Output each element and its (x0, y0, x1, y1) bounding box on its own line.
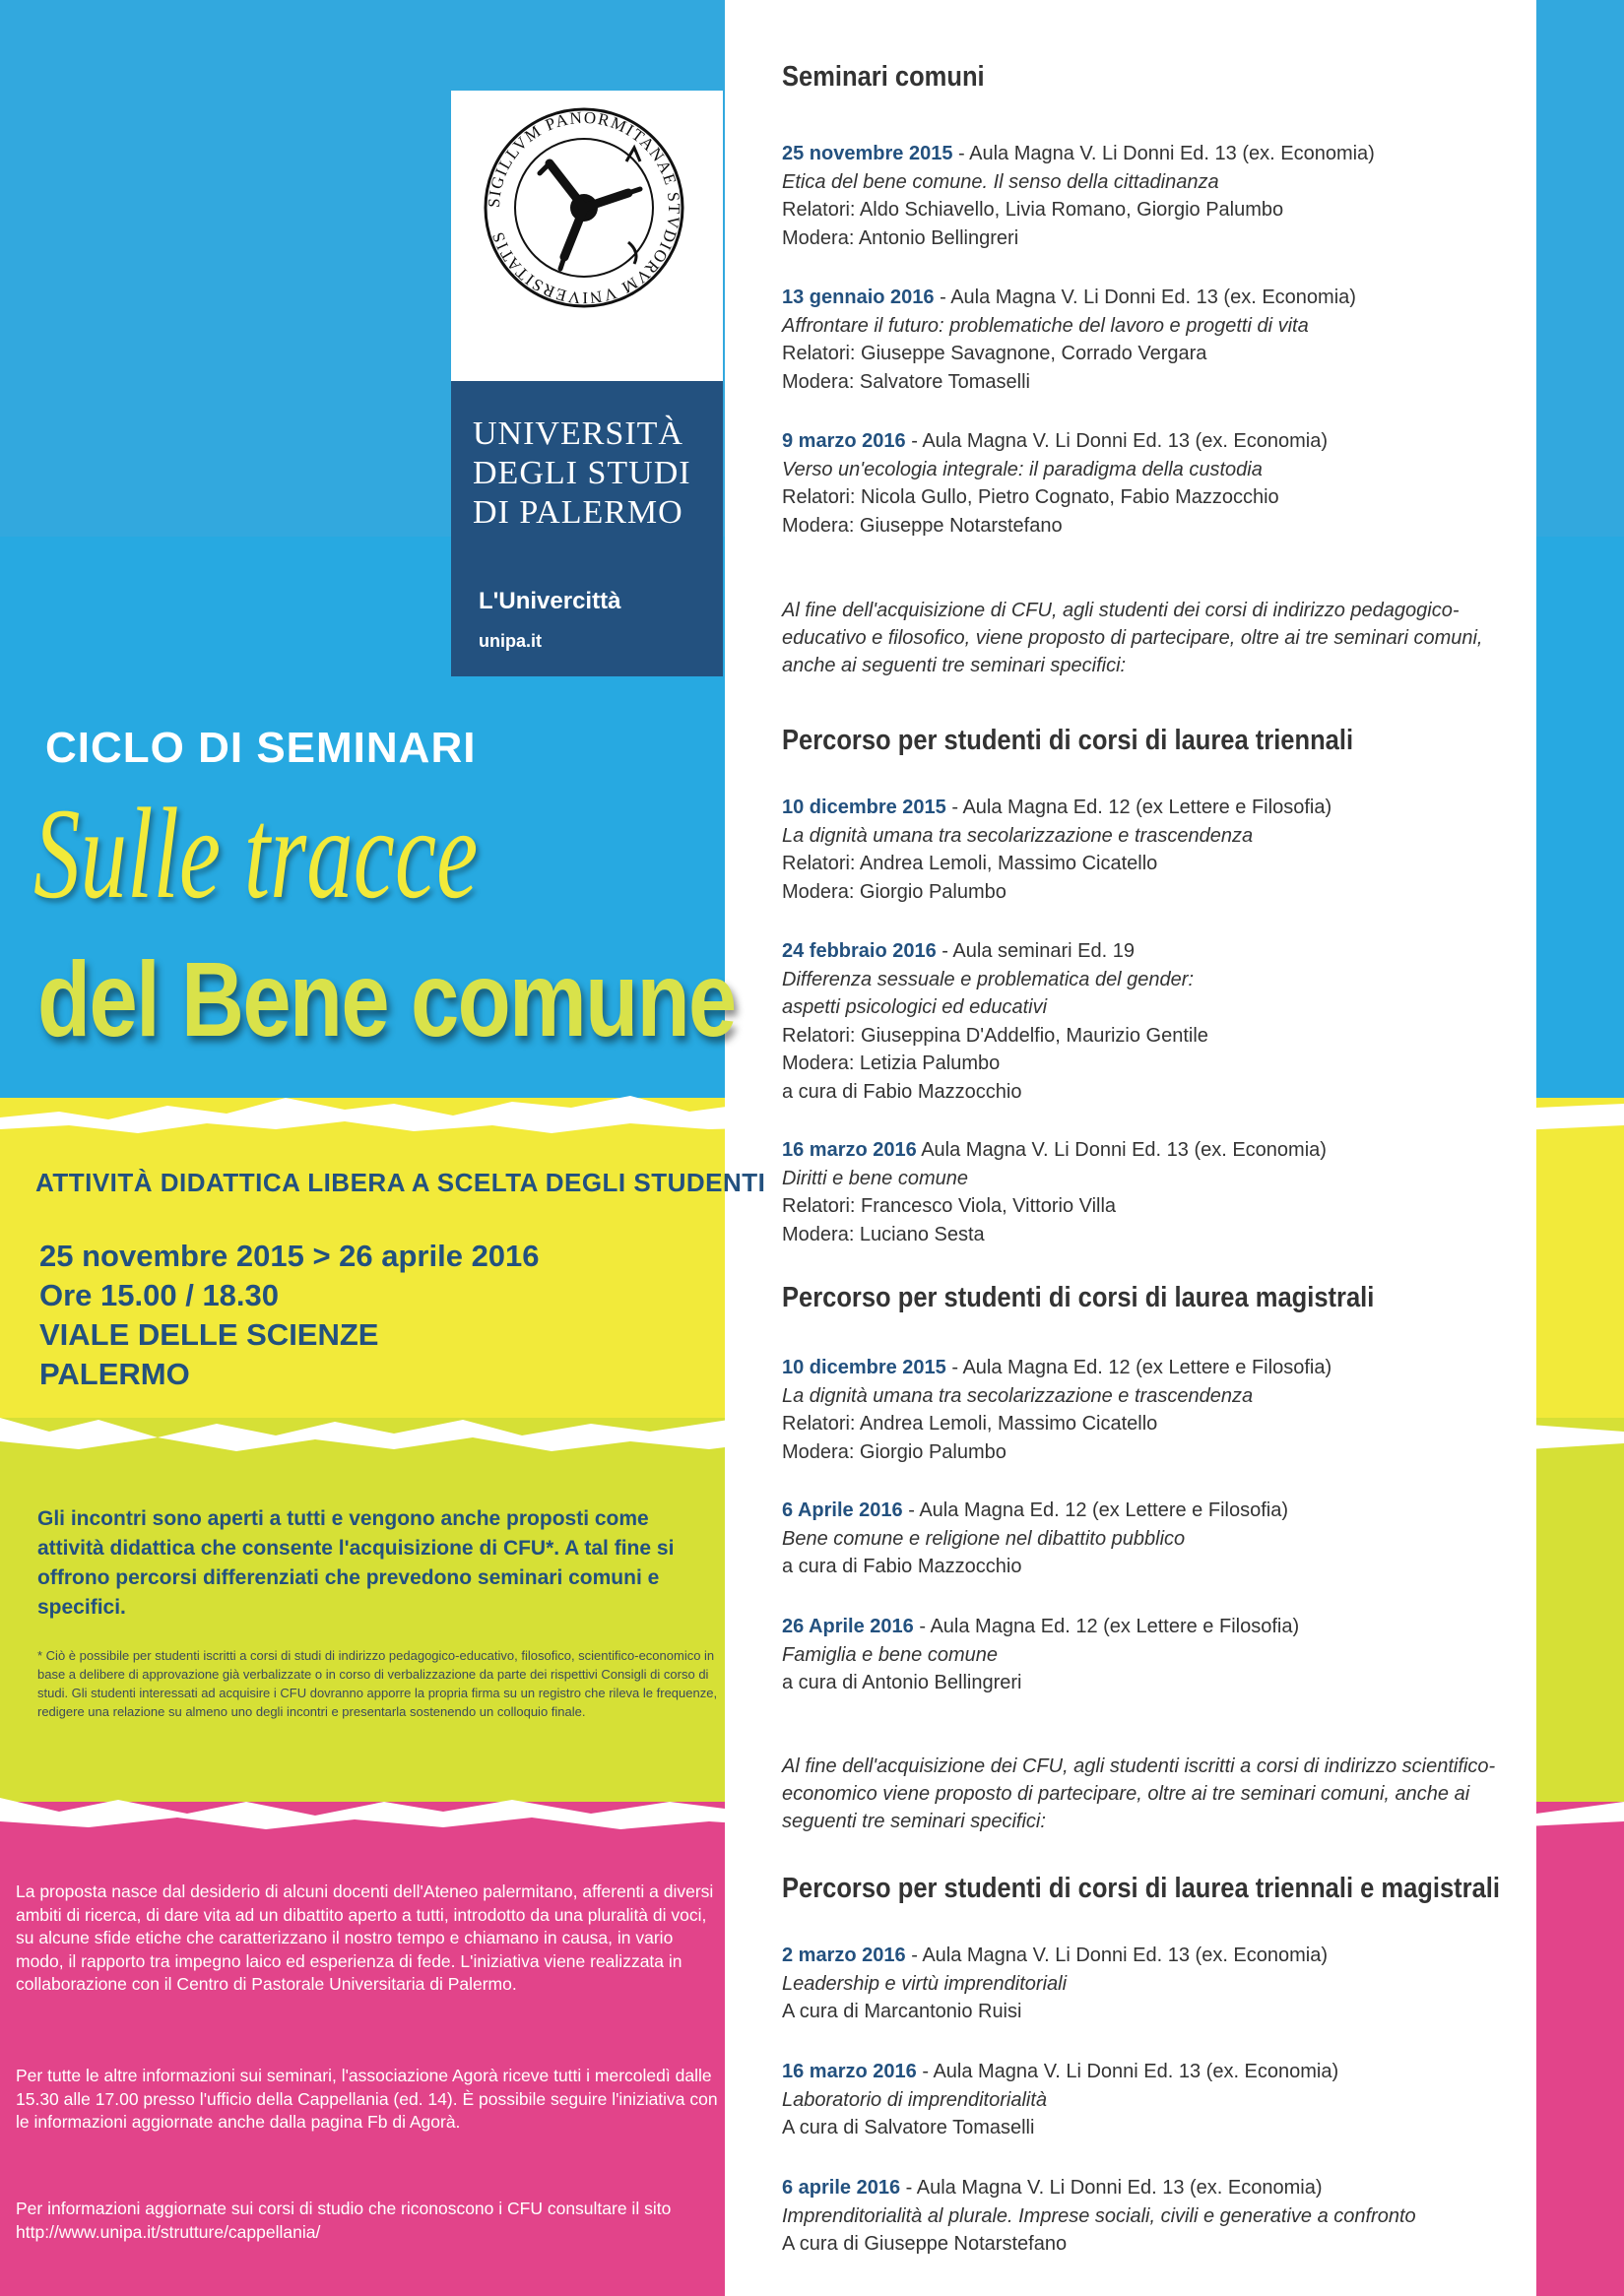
seminar-location: Aula Magna V. Li Donni Ed. 13 (ex. Economia) (916, 2177, 1323, 2199)
seminar-topic-continued: aspetti psicologici ed educativi (782, 996, 1048, 1018)
seminar-location: Aula seminari Ed. 19 (952, 940, 1135, 962)
activity-label: ATTIVITÀ DIDATTICA LIBERA A SCELTA DEGLI STUDENTI (35, 1168, 766, 1197)
university-website[interactable]: unipa.it (479, 631, 542, 651)
event-city: PALERMO (39, 1357, 190, 1391)
seminar-location: Aula Magna V. Li Donni Ed. 13 (ex. Economia) (922, 1945, 1329, 1966)
seminar-moderator: Modera: Giorgio Palumbo (782, 1440, 1007, 1463)
seminar-speakers: Relatori: Andrea Lemoli, Massimo Cicatello (782, 1413, 1158, 1435)
seminar-topic: La dignità umana tra secolarizzazione e trascendenza (782, 1384, 1254, 1407)
separator: - (916, 2061, 934, 2082)
separator: - (900, 2177, 917, 2199)
separator: - (936, 940, 953, 962)
university-seal-icon (481, 104, 687, 311)
separator: - (934, 287, 951, 308)
seminar-topic: Leadership e virtù imprenditoriali (782, 1972, 1068, 1995)
cfu-note-1: Al fine dell'acquisizione di CFU, agli studenti dei corsi di indirizzo pedagogico-educativo e filosofico, viene proposto di partecipare, oltre ai tre seminari comuni, anche ai seguenti tre seminari specifici: (782, 600, 1483, 676)
university-name-box (451, 381, 723, 676)
seal-text: SIGILLVM PANORMITANAE STVDIORVM VNIVERSITATIS (484, 107, 684, 308)
seminar-moderator: Modera: Antonio Bellingreri (782, 226, 1019, 249)
seminar-entry (782, 1354, 1530, 1466)
seminar-topic: Bene comune e religione nel dibattito pubblico (782, 1527, 1186, 1550)
triennali-heading: Percorso per studenti di corsi di laurea triennali (782, 725, 1354, 756)
info-paragraph-3: Per informazioni aggiornate sui corsi di studio che riconoscono i CFU consultare il sito http://www.unipa.it/strutture/cappellania/ (16, 2199, 672, 2242)
seminar-entry (782, 2174, 1530, 2259)
info-paragraph-2: Per tutte le altre informazioni sui seminari, l'associazione Agorà riceve tutti i mercoledì dalle 15.30 alle 17.00 presso l'ufficio della Cappellania (ed. 14). È possibile seguire l'iniziativa con le informazioni aggiornate anche dalla pagina Fb di Agorà. (16, 2066, 718, 2132)
seminar-speakers: Relatori: Giuseppe Savagnone, Corrado Vergara (782, 343, 1207, 364)
event-time: Ore 15.00 / 18.30 (39, 1278, 280, 1312)
seminar-curator: A cura di Salvatore Tomaselli (782, 2117, 1035, 2138)
separator: - (905, 430, 923, 452)
seminar-location: Aula Magna Ed. 12 (ex Lettere e Filosofia) (962, 797, 1332, 818)
seminar-moderator: Modera: Giuseppe Notarstefano (782, 514, 1063, 537)
separator: - (902, 1499, 920, 1521)
seminar-speakers: Relatori: Giuseppina D'Addelfio, Maurizio Gentile (782, 1024, 1208, 1047)
event-place: VIALE DELLE SCIENZE (39, 1317, 379, 1352)
seminar-location: Aula Magna V. Li Donni Ed. 13 (ex. Economia) (950, 287, 1356, 308)
event-dates: 25 novembre 2015 > 26 aprile 2016 (39, 1239, 540, 1273)
seminar-date: 16 marzo 2016 (782, 1139, 917, 1161)
title-line-1: Sulle tracce (33, 781, 479, 925)
separator: - (945, 797, 963, 818)
university-name-line-3: DI PALERMO (473, 494, 683, 531)
seminar-location: Aula Magna Ed. 12 (ex Lettere e Filosofia) (930, 1616, 1300, 1637)
seminar-entry (782, 1613, 1530, 1697)
footnote: * Ciò è possibile per studenti iscritti a corsi di studi di indirizzo pedagogico-educativo, filosofico, scientifico-economico in base a delibere di approvazione già verbalizzate o in corso di verbalizzazione da parte dei rispettivi Consigli di corso di studi. Gli studenti interessati ad acquisire i CFU dovranno apporre la propria firma su un registro che rileva le frequenze, redigere una relazione su almeno uno degli incontri e presentarla sostenendo un colloquio finale. (37, 1648, 718, 1719)
seminar-curator: a cura di Fabio Mazzocchio (782, 1556, 1022, 1577)
seminar-topic: Imprenditorialità al plurale. Imprese sociali, civili e generative a confronto (782, 2204, 1416, 2227)
seminar-curator: A cura di Marcantonio Ruisi (782, 2001, 1022, 2022)
seminar-location: Aula Magna V. Li Donni Ed. 13 (ex. Economia) (921, 1139, 1327, 1161)
seminar-speakers: Relatori: Aldo Schiavello, Livia Romano, Giorgio Palumbo (782, 199, 1284, 221)
title-line-2: del Bene comune (37, 939, 736, 1058)
seminar-date: 10 dicembre 2015 (782, 797, 946, 818)
seminar-curator: a cura di Antonio Bellingreri (782, 1672, 1022, 1693)
seminar-topic: Affrontare il futuro: problematiche del lavoro e progetti di vita (782, 314, 1309, 337)
seminar-topic: Etica del bene comune. Il senso della cittadinanza (782, 170, 1219, 193)
seminar-date: 6 Aprile 2016 (782, 1499, 903, 1521)
info-paragraph-1: La proposta nasce dal desiderio di alcuni docenti dell'Ateneo palermitano, afferenti a diversi ambiti di ricerca, di dare vita ad un dibattito aperto a tutti, introdotto da una pluralità di voci, su alcune sfide etiche che caratterizzano il nostro tempo e chiamano in causa, in vario modo, il rapporto tra impegno laico ed esperienza di fede. L'iniziativa viene realizzata in collaborazione con il Centro di Pastorale Universitaria di Palermo. (16, 1881, 714, 1994)
seminar-entry (782, 937, 1530, 1106)
seminar-speakers: Relatori: Francesco Viola, Vittorio Villa (782, 1195, 1117, 1217)
separator: - (952, 143, 970, 164)
seminar-entry (782, 427, 1530, 540)
seminar-topic: La dignità umana tra secolarizzazione e trascendenza (782, 824, 1254, 847)
seminar-moderator: Modera: Luciano Sesta (782, 1223, 985, 1245)
separator: - (905, 1945, 923, 1966)
university-seal-box (451, 91, 723, 381)
common-seminars-heading: Seminari comuni (782, 61, 985, 93)
cfu-note-2: Al fine dell'acquisizione dei CFU, agli studenti iscritti a corsi di indirizzo scientifico-economico viene proposto di partecipare, oltre ai tre seminari comuni, anche ai seguenti tre seminari specifici: (782, 1755, 1496, 1832)
seminar-date: 13 gennaio 2016 (782, 287, 935, 308)
seminar-location: Aula Magna V. Li Donni Ed. 13 (ex. Economia) (933, 2061, 1339, 2082)
seminar-date: 9 marzo 2016 (782, 430, 906, 452)
seminar-entry (782, 1942, 1530, 2026)
seminar-topic: Diritti e bene comune (782, 1167, 968, 1189)
university-name-line-2: DEGLI STUDI (473, 455, 691, 491)
separator: - (913, 1616, 931, 1637)
seminar-speakers: Relatori: Andrea Lemoli, Massimo Cicatello (782, 853, 1158, 874)
seminar-entry (782, 1497, 1530, 1581)
seminar-topic: Laboratorio di imprenditorialità (782, 2088, 1048, 2111)
seminar-moderator: Modera: Salvatore Tomaselli (782, 370, 1030, 393)
seminar-date: 2 marzo 2016 (782, 1945, 906, 1966)
seminar-date: 6 aprile 2016 (782, 2177, 901, 2199)
magistrali-heading: Percorso per studenti di corsi di laurea magistrali (782, 1282, 1375, 1313)
seminar-curator: a cura di Fabio Mazzocchio (782, 1080, 1022, 1103)
seminar-moderator: Modera: Giorgio Palumbo (782, 880, 1007, 903)
seminar-date: 10 dicembre 2015 (782, 1357, 946, 1378)
seminar-date: 25 novembre 2015 (782, 143, 953, 164)
seminar-moderator: Modera: Letizia Palumbo (782, 1052, 1001, 1074)
seminar-date: 26 Aprile 2016 (782, 1616, 914, 1637)
seminar-curator: A cura di Giuseppe Notarstefano (782, 2233, 1068, 2255)
seminar-date: 16 marzo 2016 (782, 2061, 917, 2082)
seminar-entry (782, 284, 1530, 396)
seminar-entry (782, 140, 1530, 252)
seminar-entry (782, 1136, 1530, 1248)
series-label: CICLO DI SEMINARI (45, 724, 477, 772)
seminar-topic: Famiglia e bene comune (782, 1643, 999, 1666)
seminar-location: Aula Magna Ed. 12 (ex Lettere e Filosofia) (962, 1357, 1332, 1378)
seminar-topic: Differenza sessuale e problematica del gender: (782, 968, 1195, 990)
seminar-date: 24 febbraio 2016 (782, 940, 937, 962)
intro-text: Gli incontri sono aperti a tutti e vengono anche proposti come attività didattica che consente l'acquisizione di CFU*. A tal fine si offrono percorsi differenziati che prevedono seminari comuni e specifici. (37, 1507, 675, 1619)
seminar-speakers: Relatori: Nicola Gullo, Pietro Cognato, Fabio Mazzocchio (782, 486, 1279, 508)
triennali-magistrali-heading: Percorso per studenti di corsi di laurea triennali e magistrali (782, 1873, 1500, 1904)
seminar-entry (782, 2058, 1530, 2142)
seminar-topic: Verso un'ecologia integrale: il paradigma della custodia (782, 458, 1263, 480)
seminar-location: Aula Magna Ed. 12 (ex Lettere e Filosofia) (919, 1499, 1288, 1521)
separator: - (945, 1357, 963, 1378)
university-name-line-1: UNIVERSITÀ (473, 415, 683, 452)
seminar-location: Aula Magna V. Li Donni Ed. 13 (ex. Economia) (922, 430, 1329, 452)
university-slogan: L'Univercittà (479, 588, 621, 614)
seminar-entry (782, 794, 1530, 906)
seminar-location: Aula Magna V. Li Donni Ed. 13 (ex. Economia) (969, 143, 1375, 164)
